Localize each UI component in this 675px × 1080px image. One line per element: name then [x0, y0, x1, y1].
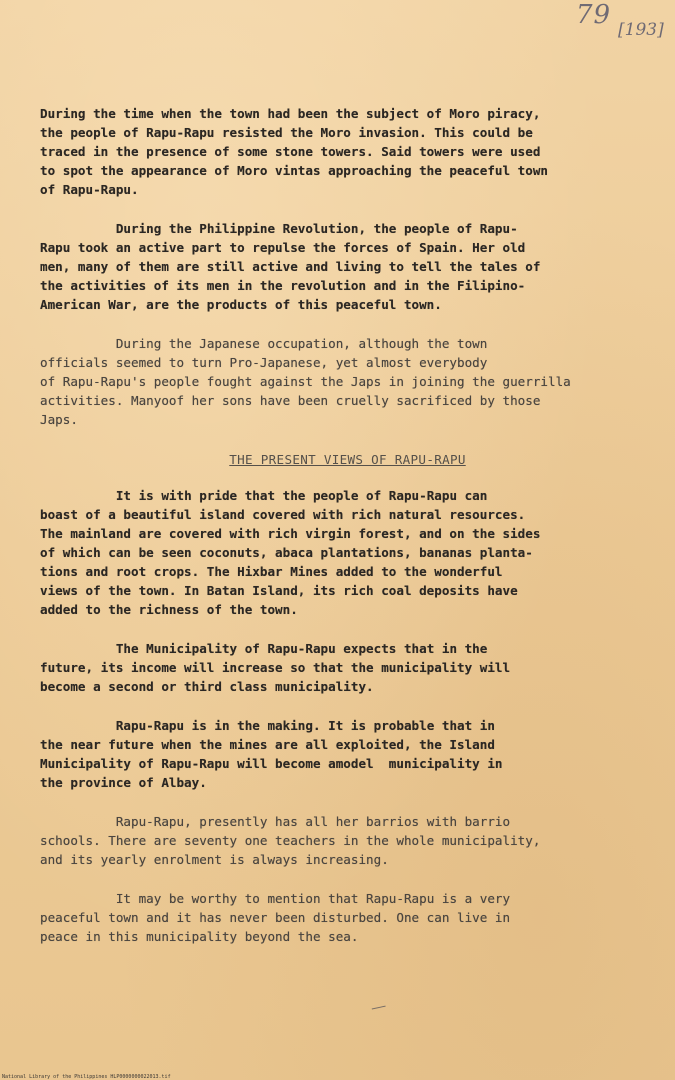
document-body: [40, 104, 655, 966]
page-number: 79: [576, 0, 612, 30]
paragraph-barrio-schools: Rapu-Rapu, presently has all her barrios with barrio schools. There are seventy one teachers in the whole municipality, and its yearly enrolment is always increasing.: [40, 814, 541, 867]
paragraph-peaceful-town: It may be worthy to mention that Rapu-Rapu is a very peaceful town and it has never been disturbed. One can live in peace in this municipality beyond the sea.: [40, 891, 511, 944]
pen-mark: [372, 1006, 387, 1013]
paragraph-moro-piracy: During the time when the town had been the subject of Moro piracy, the people of Rapu-Rapu resisted the Moro invasion. This could be traced in the presence of some stone towers. Said towers were used to spot the appearance of Moro vintas approaching the peaceful town of Rapu-Rapu.: [40, 106, 548, 197]
paragraph-natural-resources: It is with pride that the people of Rapu-Rapu can boast of a beautiful island covered with rich natural resources. The mainland are covered with rich virgin forest, and on the sides of which can be seen coconuts, abaca plantations, bananas planta- tions and root crops. The Hixbar Mines added to the wonderful views of the town. In Batan Island, its rich coal deposits have added to the richness of the town.: [40, 488, 541, 617]
paragraph-model-municipality: Rapu-Rapu is in the making. It is probable that in the near future when the mines are all exploited, the Island Municipality of Rapu-Rapu will become amodel municipality in the province of Albay.: [40, 718, 503, 790]
section-heading: [40, 449, 655, 468]
scan-footer: National Library of the Philippines HLP0000000022013.tif: [2, 1074, 171, 1080]
section-heading-text: THE PRESENT VIEWS OF RAPU-RAPU: [229, 452, 466, 467]
paragraph-japanese-occupation: During the Japanese occupation, although the town officials seemed to turn Pro-Japanese, yet almost everybody of Rapu-Rapu's people fought against the Japs in joining the guerrilla activities. Manyoof her sons have been cruelly sacrificed by those Japs.: [40, 336, 571, 427]
paragraph-municipal-income: The Municipality of Rapu-Rapu expects that in the future, its income will increase so that the municipality will become a second or third class municipality.: [40, 641, 511, 694]
paragraph-philippine-revolution: During the Philippine Revolution, the people of Rapu- Rapu took an active part to repulse the forces of Spain. Her old men, many of them are still active and living to tell the tales of the activities of its men in the revolution and in the Filipino- American War, are the products of this peaceful town.: [40, 221, 541, 312]
document-reference: [193]: [618, 20, 664, 40]
